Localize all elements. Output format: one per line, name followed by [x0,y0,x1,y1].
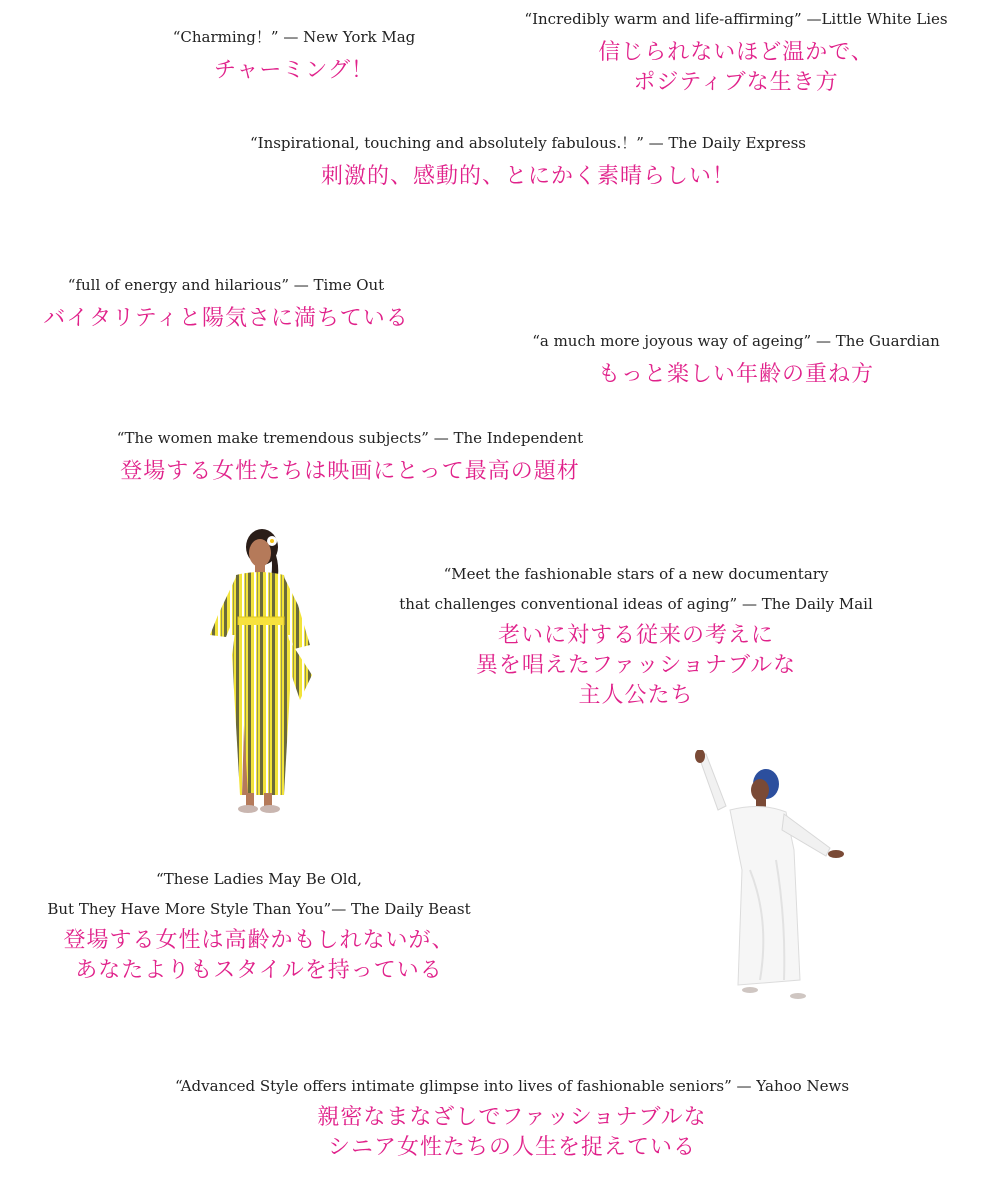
review-translation: ポジティブな生き方 [633,70,839,95]
review-quote: “These Ladies May Be Old, [156,870,362,888]
review-daily-mail [386,559,886,711]
review-time-out [20,270,432,334]
review-quote: that challenges conventional ideas of aging” — The Daily Mail [399,595,873,613]
review-translation: シニア女性たちの人生を捉えている [327,1135,696,1160]
review-translation: 登場する女性たちは映画にとって最高の題材 [120,459,580,484]
yellow-dress-woman-illustration [200,525,330,815]
review-translation: バイタリティと陽気さに満ちている [43,306,409,331]
review-translation: 異を唱えたファッショナブルな [475,653,797,678]
yellow-dress-woman-photo [200,525,330,815]
review-translation: もっと楽しい年齢の重ね方 [597,362,874,387]
review-quote: “Incredibly warm and life-affirming” —Little White Lies [524,10,948,28]
review-quote: “The women make tremendous subjects” — The Independent [116,429,584,447]
review-quote: “a much more joyous way of ageing” — The Guardian [532,332,940,350]
review-daily-beast [20,864,498,986]
review-the-independent [90,423,610,487]
review-quote: “full of energy and hilarious” — Time Out [67,276,385,294]
white-dress-woman-photo [690,750,850,1010]
review-quote: But They Have More Style Than You”— The Daily Beast [47,900,471,918]
review-translation: 主人公たち [578,683,694,708]
review-translation: チャーミング！ [214,58,374,83]
review-translation: あなたよりもスタイルを持っている [75,958,443,983]
review-translation: 刺激的、感動的、とにかく素晴らしい！ [320,164,735,189]
review-translation: 信じられないほど温かで、 [598,40,874,65]
review-little-white-lies [516,4,956,98]
review-the-guardian [520,326,952,390]
white-dress-woman-illustration [690,750,850,1010]
review-quote: “Meet the fashionable stars of a new documentary [443,565,829,583]
review-quote: “Charming！” — New York Mag [172,28,416,46]
review-translation: 登場する女性は高齢かもしれないが、 [63,928,455,953]
review-quote: “Inspirational, touching and absolutely fabulous.！” — The Daily Express [249,134,806,152]
review-yahoo-news [162,1071,862,1163]
review-translation: 老いに対する従来の考えに [497,623,774,648]
review-translation: 親密なまなざしでファッショナブルな [317,1105,707,1130]
review-new-york-mag [144,22,444,86]
review-daily-express [228,128,828,192]
review-quote: “Advanced Style offers intimate glimpse into lives of fashionable seniors” — Yahoo News [174,1077,850,1095]
